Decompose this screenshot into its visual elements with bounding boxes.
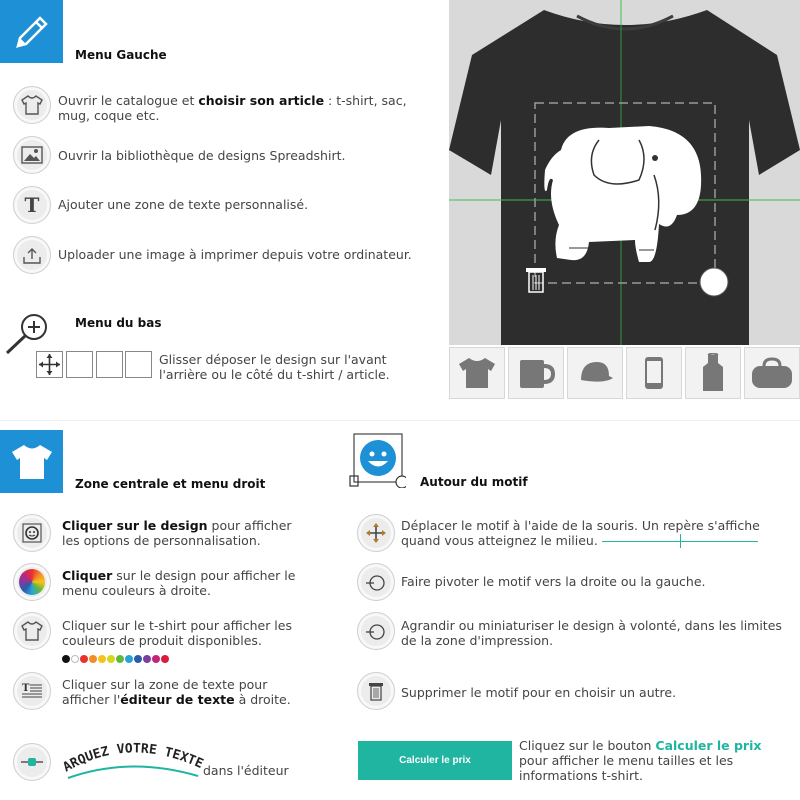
color-swatch[interactable] [134, 655, 142, 663]
color-menu-button[interactable] [13, 563, 51, 601]
tshirt-preview[interactable] [449, 0, 800, 345]
color-swatch[interactable] [161, 655, 169, 663]
svg-text:ARQUEZ VOTRE TEXTE [61, 741, 206, 775]
product-mug[interactable] [508, 347, 564, 399]
curved-text: ARQUEZ VOTRE TEXTE [60, 741, 206, 776]
design-face-icon [21, 522, 43, 544]
rotate-motif-button[interactable] [357, 563, 395, 601]
motif-frame-icon [348, 432, 406, 488]
color-swatch[interactable] [98, 655, 106, 663]
catalog-button[interactable] [13, 86, 51, 124]
cap-icon [575, 356, 615, 390]
upload-icon [22, 245, 42, 265]
center-guide-tick [680, 534, 681, 548]
design-resize-handle [700, 268, 728, 296]
product-apron[interactable] [685, 347, 741, 399]
product-bar [449, 347, 800, 399]
product-cap[interactable] [567, 347, 623, 399]
central-title: Zone centrale et menu droit [75, 477, 266, 491]
image-icon [21, 146, 43, 164]
apron-icon [693, 353, 733, 393]
phone-icon [634, 356, 674, 390]
add-text-text: Ajouter une zone de texte personnalisé. [58, 197, 309, 212]
motif-title: Autour du motif [420, 475, 528, 489]
product-colors-text: Cliquer sur le t-shirt pour afficher les couleurs de produit disponibles. [62, 618, 292, 648]
add-text-button[interactable] [13, 186, 51, 224]
color-swatch[interactable] [143, 655, 151, 663]
design-trash-icon [526, 268, 546, 292]
color-swatch[interactable] [71, 655, 79, 663]
calculate-price-button[interactable]: Calculer le prix [358, 741, 512, 780]
bottom-menu-title: Menu du bas [75, 316, 162, 330]
calculate-price-text: Cliquez sur le bouton Calculer le prix pour afficher le menu tailles et les informations t-shirt. [519, 738, 762, 783]
bottom-menu-text: Glisser déposer le design sur l'avant l'arrière ou le côté du t-shirt / article. [159, 352, 390, 382]
tshirt-canvas [449, 0, 800, 345]
move-icon [365, 522, 387, 544]
resize-icon [365, 620, 387, 642]
delete-motif-text: Supprimer le motif pour en choisir un autre. [401, 685, 677, 700]
color-wheel-icon [19, 569, 45, 595]
view-side-square[interactable] [125, 351, 152, 378]
color-swatches [62, 651, 170, 666]
view-front-square[interactable] [66, 351, 93, 378]
design-options-text: Cliquer sur le design pour afficher les options de personnalisation. [62, 518, 292, 548]
move-motif-button[interactable] [357, 514, 395, 552]
catalog-text: Ouvrir le catalogue et choisir son article : t-shirt, sac, mug, coque etc. [58, 93, 407, 123]
product-phone[interactable] [626, 347, 682, 399]
library-text: Ouvrir la bibliothèque de designs Spreadshirt. [58, 148, 346, 163]
slider-icon [20, 757, 44, 767]
tshirt-outline-icon [21, 621, 43, 641]
view-back-square[interactable] [96, 351, 123, 378]
curved-text-sample [58, 730, 208, 780]
curve-slider-button[interactable] [13, 743, 51, 781]
move-arrows-icon [37, 352, 62, 377]
move-motif-text: Déplacer le motif à l'aide de la souris. Un repère s'affiche quand vous atteignez le milieu. [401, 518, 760, 548]
text-editor-text: Cliquer sur la zone de texte pour afficher l'éditeur de texte à droite. [62, 677, 291, 707]
color-swatch[interactable] [80, 655, 88, 663]
product-colors-button[interactable] [13, 612, 51, 650]
color-swatch[interactable] [152, 655, 160, 663]
rotate-icon [365, 571, 387, 593]
color-swatch[interactable] [89, 655, 97, 663]
tshirt-tile-icon [0, 430, 63, 493]
svg-text:T: T [22, 683, 30, 694]
text-editor-button[interactable] [13, 672, 51, 710]
text-icon: T [24, 193, 40, 217]
resize-motif-text: Agrandir ou miniaturiser le design à volonté, dans les limites de la zone d'impression. [401, 618, 782, 648]
rotate-motif-text: Faire pivoter le motif vers la droite ou la gauche. [401, 574, 706, 589]
design-library-button[interactable] [13, 136, 51, 174]
color-swatch[interactable] [125, 655, 133, 663]
curved-text-suffix: dans l'éditeur [203, 763, 289, 778]
mug-icon [516, 356, 556, 390]
color-swatch[interactable] [116, 655, 124, 663]
upload-button[interactable] [13, 236, 51, 274]
design-options-button[interactable] [13, 514, 51, 552]
view-move-square[interactable] [36, 351, 63, 378]
pencil-icon [0, 0, 63, 63]
resize-motif-button[interactable] [357, 612, 395, 650]
tshirt-icon [457, 356, 497, 390]
trash-icon [367, 681, 385, 701]
delete-motif-button[interactable] [357, 672, 395, 710]
text-editor-icon [21, 682, 43, 700]
color-swatch[interactable] [62, 655, 70, 663]
product-tshirt[interactable] [449, 347, 505, 399]
section-divider [0, 420, 800, 421]
left-menu-title: Menu Gauche [75, 48, 167, 62]
tshirt-icon [21, 95, 43, 115]
bag-icon [750, 356, 794, 390]
color-swatch[interactable] [107, 655, 115, 663]
product-bag[interactable] [744, 347, 800, 399]
color-menu-text: Cliquer sur le design pour afficher le menu couleurs à droite. [62, 568, 296, 598]
upload-text: Uploader une image à imprimer depuis votre ordinateur. [58, 247, 412, 262]
